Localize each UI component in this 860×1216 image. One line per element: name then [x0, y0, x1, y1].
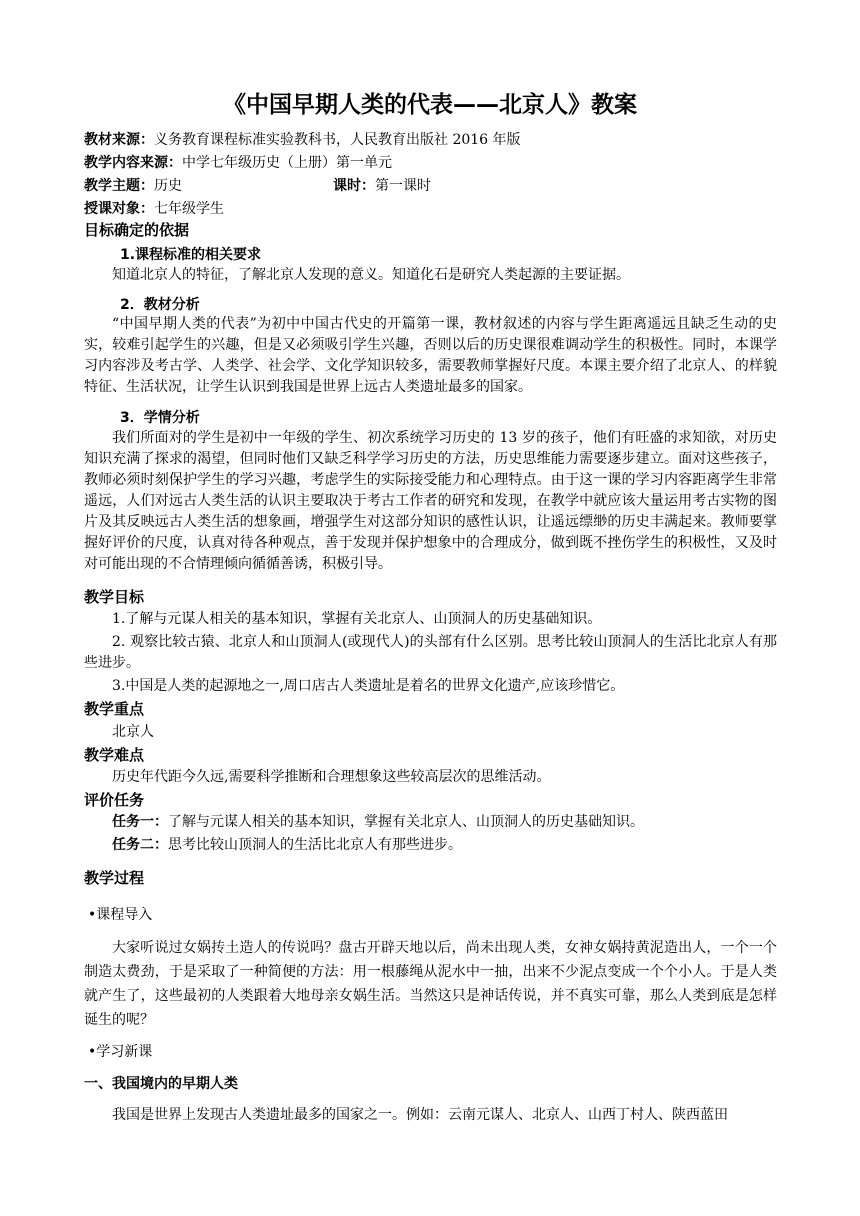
- difficulty-text: 历史年代距今久远,需要科学推断和合理想象这些较高层次的思维活动。: [112, 769, 551, 785]
- goal-1: 1.了解与元谋人相关的基本知识，掌握有关北京人、山顶洞人的历史基础知识。: [112, 611, 602, 627]
- intro-text: 大家听说过女娲抟土造人的传说吗？盘古开辟天地以后，尚未出现人类，女神女娲持黄泥造出人，一个一个制造太费劲，于是采取了一种简便的方法：用一根藤绳从泥水中一抽，出来不少泥点变成一个个小人。于是人类就产生了，这些最初的人类跟着大地母亲女娲生活。当然这只是神话传说，并不真实可靠，那么人类到底是怎样诞生的呢？: [84, 940, 777, 1028]
- source-line: [84, 131, 521, 149]
- basis-section-1-title: 1.课程标准的相关要求: [120, 247, 262, 263]
- document-title: 《中国早期人类的代表——北京人》教案: [223, 92, 637, 118]
- task-2: [112, 836, 462, 854]
- task-1: [112, 813, 644, 831]
- tasks-heading: 评价任务: [84, 791, 145, 809]
- theme-line: [84, 177, 182, 195]
- content-source-line: [84, 154, 392, 172]
- goal-3: 3.中国是人类的起源地之一,周口店古人类遗址是着名的世界文化遗产,应该珍惜它。: [112, 678, 625, 694]
- basis-section-2-text: “中国早期人类的代表”为初中中国古代史的开篇第一课，教材叙述的内容与学生距离遥远且缺乏生动的史实，较难引起学生的兴趣，但是又必须吸引学生兴趣，否则以后的历史课很难调动学生的积极性。同时，本课学习内容涉及考古学、人类学、社会学、文化学知识较多，需要教师掌握好尺度。本课主要介绍了北京人、的样貌特征、生活状况，让学生认识到我国是世界上远古人类遗址最多的国家。: [84, 316, 777, 395]
- basis-section-3-title: 3．学情分析: [120, 410, 200, 426]
- audience-label: 授课对象：: [84, 201, 154, 217]
- audience-line: [84, 200, 224, 218]
- focus-heading: 教学重点: [84, 700, 145, 718]
- bullet-new-lesson: •学习新课: [88, 1044, 153, 1060]
- task-1-label: 任务一：: [112, 814, 168, 830]
- goals-heading: 教学目标: [84, 588, 145, 606]
- section-1-text: 我国是世界上发现古人类遗址最多的国家之一。例如：云南元谋人、北京人、山西丁村人、陕西蓝田: [112, 1107, 728, 1123]
- focus-text: 北京人: [112, 724, 154, 740]
- period-label: 课时：: [333, 178, 375, 194]
- source-value: 义务教育课程标准实验教科书，人民教育出版社 2016 年版: [154, 132, 521, 148]
- content-value: 中学七年级历史（上册）第一单元: [182, 155, 392, 171]
- source-label: 教材来源：: [84, 132, 154, 148]
- section-1-heading: 一、我国境内的早期人类: [84, 1076, 238, 1092]
- difficulty-heading: 教学难点: [84, 746, 145, 764]
- audience-value: 七年级学生: [154, 201, 224, 217]
- task-1-text: 了解与元谋人相关的基本知识，掌握有关北京人、山顶洞人的历史基础知识。: [168, 814, 644, 830]
- period-line: [333, 177, 431, 195]
- basis-section-1-text: 知道北京人的特征，了解北京人发现的意义。知道化石是研究人类起源的主要证据。: [112, 267, 630, 283]
- bullet-course-intro: •课程导入: [88, 907, 153, 923]
- basis-heading: 目标确定的依据: [84, 221, 190, 239]
- theme-value: 历史: [154, 178, 182, 194]
- period-value: 第一课时: [375, 178, 431, 194]
- task-2-label: 任务二：: [112, 837, 168, 853]
- task-2-text: 思考比较山顶洞人的生活比北京人有那些进步。: [168, 837, 462, 853]
- goal-2: 2. 观察比较古猿、北京人和山顶洞人(或现代人)的头部有什么区别。思考比较山顶洞人的生活比北京人有那些进步。: [84, 634, 777, 671]
- process-heading: 教学过程: [84, 869, 145, 887]
- content-label: 教学内容来源：: [84, 155, 182, 171]
- theme-label: 教学主题：: [84, 178, 154, 194]
- basis-section-2-title: 2．教材分析: [120, 297, 200, 313]
- basis-section-3-text: 我们所面对的学生是初中一年级的学生、初次系统学习历史的 13 岁的孩子，他们有旺盛的求知欲，对历史知识充满了探求的渴望，但同时他们又缺乏科学学习历史的方法，历史思维能力需要逐步建立。面对这些孩子，教师必须时刻保护学生的学习兴趣，考虑学生的实际接受能力和心理特点。由于这一课的学习内容距离学生非常遥远，人们对远古人类生活的认识主要取决于考古工作者的研究和发现，在教学中就应该大量运用考古实物的图片及其反映远古人类生活的想象画，增强学生对这部分知识的感性认识，让遥远缥缈的历史丰满起来。教师要掌握好评价的尺度，认真对待各种观点，善于发现并保护想象中的合理成分，做到既不挫伤学生的积极性，又及时对可能出现的不合情理倾向循循善诱，积极引导。: [84, 430, 777, 572]
